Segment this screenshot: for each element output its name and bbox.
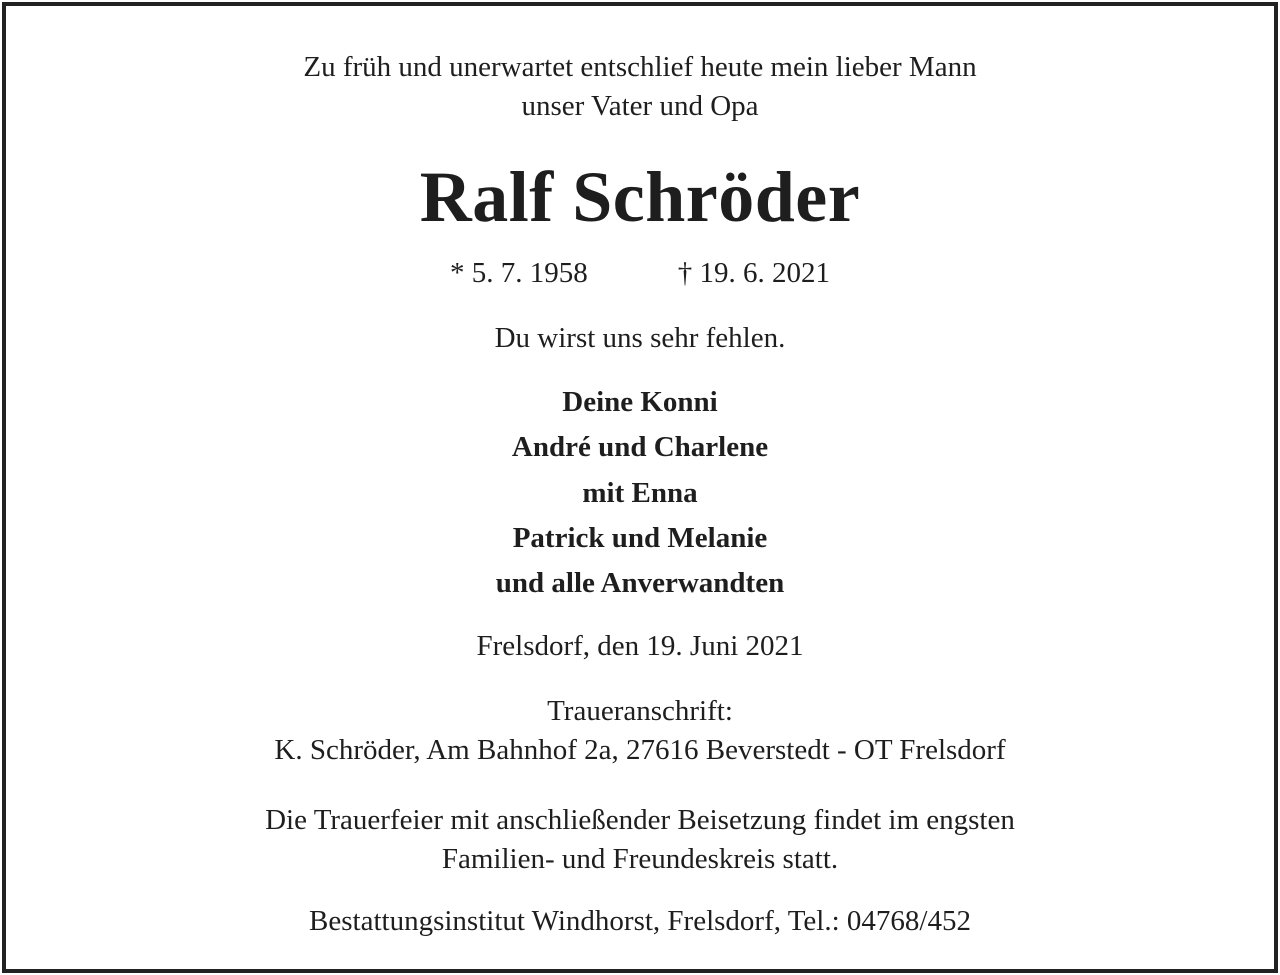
family-member: André und Charlene (511, 431, 769, 463)
farewell-text: Du wirst uns sehr fehlen. (494, 322, 786, 354)
life-dates (6, 254, 1274, 292)
birth-date: * 5. 7. 1958 (450, 257, 588, 289)
family-member: Deine Konni (562, 386, 718, 418)
intro-line-2: unser Vater und Opa (521, 90, 759, 122)
mourning-address-label: Traueranschrift: (547, 695, 733, 727)
intro-line-1: Zu früh und unerwartet entschlief heute mein lieber Mann (303, 51, 977, 83)
ceremony-info-line-2: Familien- und Freundeskreis statt. (441, 843, 839, 875)
deceased-name: Ralf Schröder (419, 157, 861, 237)
family-member: Patrick und Melanie (512, 522, 768, 554)
family-member: und alle Anverwandten (495, 567, 785, 599)
ceremony-info-line-1: Die Trauerfeier mit anschließender Beisetzung findet im engsten (265, 804, 1015, 836)
death-date: † 19. 6. 2021 (677, 257, 830, 289)
obituary-notice (2, 2, 1278, 973)
mourning-address: K. Schröder, Am Bahnhof 2a, 27616 Beverstedt - OT Frelsdorf (274, 734, 1006, 766)
place-and-date: Frelsdorf, den 19. Juni 2021 (476, 630, 804, 662)
family-member: mit Enna (582, 477, 698, 509)
funeral-home-info: Bestattungsinstitut Windhorst, Frelsdorf, Tel.: 04768/452 (309, 905, 971, 937)
